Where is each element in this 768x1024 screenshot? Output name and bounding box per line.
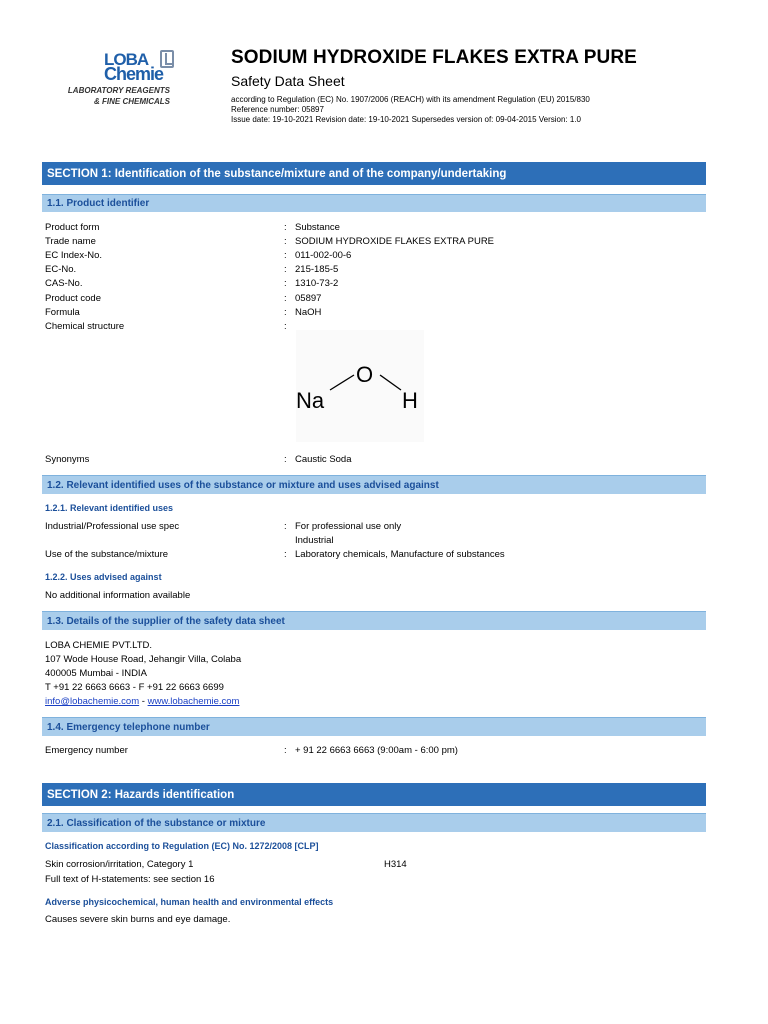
field-label: Emergency number xyxy=(45,745,128,756)
field-row-ec-index: EC Index-No. : 011-002-00-6 xyxy=(45,250,352,261)
supplier-contacts xyxy=(45,696,239,707)
field-label: Trade name xyxy=(45,236,96,247)
subsection-1-4-header: 1.4. Emergency telephone number xyxy=(42,717,706,736)
logo-tagline-1: LABORATORY REAGENTS xyxy=(67,86,170,95)
logo-word-chemie: Chemie xyxy=(104,64,164,84)
field-value: Caustic Soda xyxy=(295,454,352,465)
supplier-phone: T +91 22 6663 6663 - F +91 22 6663 6699 xyxy=(45,682,224,693)
section-2-header: SECTION 2: Hazards identification xyxy=(42,783,706,806)
bond-na-o xyxy=(330,375,354,390)
field-label: Industrial/Professional use spec xyxy=(45,521,180,532)
field-label: EC Index-No. xyxy=(45,250,103,261)
field-row-ec-no: EC-No. : 215-185-5 xyxy=(45,264,339,275)
field-row-cas-no: CAS-No. : 1310-73-2 xyxy=(45,278,339,289)
field-row-product-code: Product code : 05897 xyxy=(45,293,322,304)
clp-classification-heading: Classification according to Regulation (EC) No. 1272/2008 [CLP] xyxy=(45,841,319,851)
field-label: Use of the substance/mixture xyxy=(45,549,169,560)
subsection-1-3-header: 1.3. Details of the supplier of the safety data sheet xyxy=(42,611,706,630)
bond-o-h xyxy=(380,375,401,390)
field-label: Chemical structure xyxy=(45,321,125,332)
field-value: Laboratory chemicals, Manufacture of substances xyxy=(295,549,505,560)
field-value: 215-185-5 xyxy=(295,264,339,275)
field-row-use-spec-cont xyxy=(45,535,705,548)
field-label: Product form xyxy=(45,222,100,233)
subsection-1-2-2-heading: 1.2.2. Uses advised against xyxy=(45,572,162,582)
email-link[interactable]: info@lobachemie.com xyxy=(45,696,140,707)
field-value: Substance xyxy=(295,222,340,233)
classification-row xyxy=(45,859,705,872)
field-row-chemical-structure: Chemical structure : xyxy=(45,321,287,332)
field-row-synonyms: Synonyms : Caustic Soda xyxy=(45,454,352,465)
field-row-product-form: Product form : Substance xyxy=(45,222,340,233)
subsection-1-2-header: 1.2. Relevant identified uses of the substance or mixture and uses advised against xyxy=(42,475,706,494)
subsection-2-1-header: 2.1. Classification of the substance or mixture xyxy=(42,813,706,832)
atom-na: Na xyxy=(296,388,325,413)
field-row-use-spec: Industrial/Professional use spec : For professional use only xyxy=(45,521,402,532)
supplier-address-1: 107 Wode House Road, Jehangir Villa, Colaba xyxy=(45,654,242,665)
field-value: Industrial xyxy=(295,535,334,546)
regulation-line: according to Regulation (EC) No. 1907/2006 (REACH) with its amendment Regulation (EU) 2015/830 xyxy=(231,95,590,104)
field-value: NaOH xyxy=(295,307,322,318)
document-title: SODIUM HYDROXIDE FLAKES EXTRA PURE xyxy=(231,47,637,68)
supplier-address-2: 400005 Mumbai - INDIA xyxy=(45,668,147,679)
hazard-code: H314 xyxy=(384,859,407,870)
field-value: 05897 xyxy=(295,293,322,304)
field-row-trade-name: Trade name : SODIUM HYDROXIDE FLAKES EXTRA PURE xyxy=(45,236,495,247)
atom-o: O xyxy=(356,362,374,387)
uses-advised-against-text: No additional information available xyxy=(45,590,191,601)
revision-dates: Issue date: 19-10-2021 Revision date: 19-10-2021 Supersedes version of: 09-04-2015 Version: 1.0 xyxy=(231,115,582,124)
atom-h: H xyxy=(402,388,418,413)
classification-label: Skin corrosion/irritation, Category 1 xyxy=(45,859,194,870)
field-label: Formula xyxy=(45,307,80,318)
supplier-company: LOBA CHEMIE PVT.LTD. xyxy=(45,640,152,651)
subsection-1-2-1-heading: 1.2.1. Relevant identified uses xyxy=(45,503,174,513)
field-value: SODIUM HYDROXIDE FLAKES EXTRA PURE xyxy=(295,236,495,247)
subsection-1-1-header: 1.1. Product identifier xyxy=(42,194,706,212)
document-subtitle: Safety Data Sheet xyxy=(231,73,345,89)
field-label: CAS-No. xyxy=(45,278,83,289)
section-1-header: SECTION 1: Identification of the substance/mixture and of the company/undertaking xyxy=(42,162,706,185)
field-row-use-substance: Use of the substance/mixture : Laboratory chemicals, Manufacture of substances xyxy=(45,549,505,560)
field-label: Synonyms xyxy=(45,454,90,465)
field-row-formula: Formula : NaOH xyxy=(45,307,322,318)
field-value: For professional use only xyxy=(295,521,402,532)
field-value: 011-002-00-6 xyxy=(295,250,352,261)
field-row-emergency-number: Emergency number : + 91 22 6663 6663 (9:00am - 6:00 pm) xyxy=(45,745,458,756)
website-link[interactable]: www.lobachemie.com xyxy=(147,696,240,707)
contact-separator: - xyxy=(139,696,148,707)
logo-word-loba: LOBA xyxy=(104,50,149,69)
chemical-structure-diagram xyxy=(296,330,424,442)
field-label: EC-No. xyxy=(45,264,77,275)
reference-number: Reference number: 05897 xyxy=(231,105,324,114)
adverse-effects-heading: Adverse physicochemical, human health and environmental effects xyxy=(45,897,334,907)
logo-tagline-2: & FINE CHEMICALS xyxy=(94,97,170,106)
h-statements-note: Full text of H-statements: see section 16 xyxy=(45,874,215,885)
field-value: + 91 22 6663 6663 (9:00am - 6:00 pm) xyxy=(295,745,458,756)
company-logo xyxy=(56,46,176,112)
field-label: Product code xyxy=(45,293,101,304)
field-value: 1310-73-2 xyxy=(295,278,339,289)
adverse-effects-text: Causes severe skin burns and eye damage. xyxy=(45,914,231,925)
